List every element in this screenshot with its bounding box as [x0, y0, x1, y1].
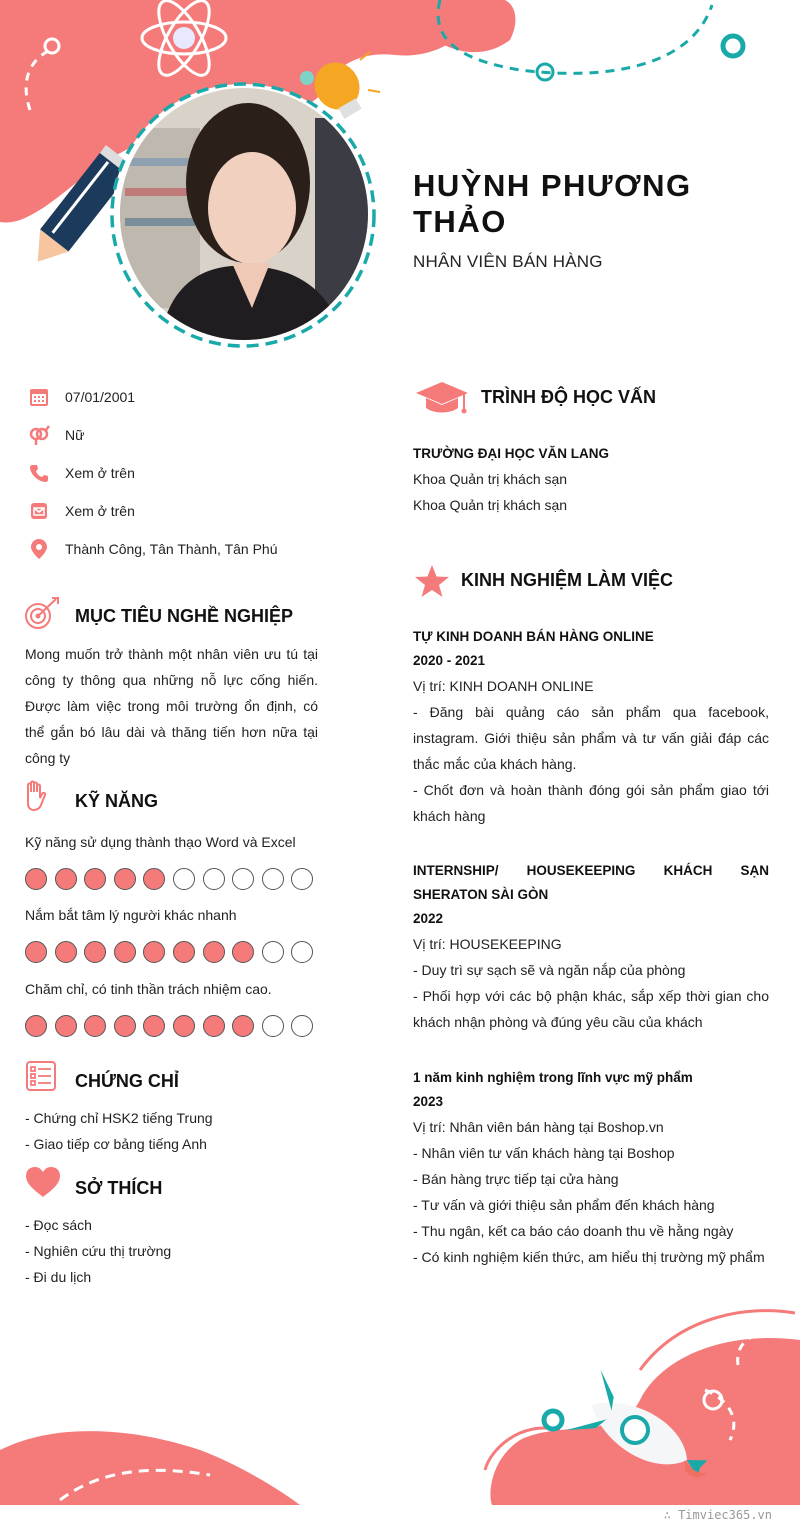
- hand-icon: [24, 780, 48, 812]
- rating-dot-filled: [55, 941, 77, 963]
- graduation-cap-icon: [414, 380, 470, 416]
- phone-row: [28, 461, 358, 485]
- rating-dot-filled: [55, 1015, 77, 1037]
- hobby-item: - Nghiên cứu thị trường: [25, 1243, 172, 1259]
- profile-photo: [120, 88, 368, 340]
- job-entry: [413, 625, 769, 829]
- calendar-icon: [28, 386, 50, 408]
- rating-dot-filled: [25, 1015, 47, 1037]
- skills-title: KỸ NĂNG: [75, 791, 159, 811]
- objective-title: MỤC TIÊU NGHỀ NGHIỆP: [75, 606, 294, 626]
- skill-rating: [25, 1015, 321, 1037]
- hobby-item: - Đi du lịch: [25, 1269, 92, 1285]
- star-icon: [414, 564, 450, 598]
- rating-dot-empty: [232, 868, 254, 890]
- birthday-text: 07/01/2001: [65, 389, 136, 405]
- school-name: TRƯỜNG ĐẠI HỌC VĂN LANG: [413, 446, 609, 461]
- rating-dot-filled: [84, 941, 106, 963]
- job-company: INTERNSHIP/ HOUSEKEEPING KHÁCH SẠN SHERATON SÀI GÒN: [413, 863, 769, 902]
- rating-dot-empty: [291, 1015, 313, 1037]
- rating-dot-filled: [84, 1015, 106, 1037]
- gender-icon: [28, 424, 50, 446]
- rating-dot-filled: [55, 868, 77, 890]
- hobbies-title: SỞ THÍCH: [75, 1178, 163, 1198]
- education-line: Khoa Quản trị khách sạn: [413, 497, 568, 513]
- job-period: 2023: [413, 1094, 444, 1109]
- gender-row: [28, 423, 358, 447]
- certificate-item: - Chứng chỉ HSK2 tiếng Trung: [25, 1110, 213, 1126]
- job-company: 1 năm kinh nghiệm trong lĩnh vực mỹ phẩm: [413, 1070, 693, 1085]
- rating-dot-filled: [232, 1015, 254, 1037]
- job-detail: - Đăng bài quảng cáo sản phẩm qua facebook, instagram. Giới thiệu sản phẩm và tư vấn giải đáp các thắc mắc của khách hàng.: [413, 704, 769, 772]
- rating-dot-empty: [262, 941, 284, 963]
- gender-text: Nữ: [65, 427, 85, 443]
- certificates-title: CHỨNG CHỈ: [75, 1071, 179, 1091]
- rating-dot-filled: [173, 941, 195, 963]
- job-detail: - Tư vấn và giới thiệu sản phẩm đến khách hàng: [413, 1197, 715, 1213]
- job-detail: - Phối hợp với các bộ phận khác, sắp xếp thời gian cho khách nhận phòng và đúng yêu cầu của khách: [413, 988, 769, 1030]
- job-position: Vị trí: Nhân viên bán hàng tại Boshop.vn: [413, 1119, 664, 1135]
- rating-dot-filled: [203, 1015, 225, 1037]
- job-entry: [413, 1066, 769, 1270]
- rating-dot-empty: [173, 868, 195, 890]
- rating-dot-empty: [203, 868, 225, 890]
- location-pin-icon: [28, 538, 50, 560]
- objective-text: Mong muốn trở thành một nhân viên ưu tú tại công ty thông qua những nỗ lực cống hiến. Được làm việc trong môi trường ổn định, có thể gắn bó lâu dài và thăng tiến hơn nữa tại công ty: [25, 646, 318, 766]
- rating-dot-filled: [114, 868, 136, 890]
- skill-rating: [25, 868, 321, 890]
- rating-dot-filled: [203, 941, 225, 963]
- hobby-item: - Đọc sách: [25, 1217, 92, 1233]
- job-detail: - Nhân viên tư vấn khách hàng tại Boshop: [413, 1145, 675, 1161]
- rating-dot-empty: [262, 1015, 284, 1037]
- job-detail: - Chốt đơn và hoàn thành đóng gói sản phẩm giao tới khách hàng: [413, 782, 769, 824]
- rating-dot-filled: [84, 868, 106, 890]
- rating-dot-filled: [143, 868, 165, 890]
- birthday-row: [28, 385, 358, 409]
- rating-dot-filled: [173, 1015, 195, 1037]
- rating-dot-filled: [114, 941, 136, 963]
- rating-dot-empty: [291, 868, 313, 890]
- address-row: [28, 537, 358, 561]
- heart-icon: [25, 1166, 61, 1198]
- job-period: 2020 - 2021: [413, 653, 486, 668]
- phone-icon: [28, 462, 50, 484]
- address-text: Thành Công, Tân Thành, Tân Phú: [65, 541, 278, 557]
- skill-label: Kỹ năng sử dụng thành thạo Word và Excel: [25, 834, 296, 850]
- rating-dot-empty: [291, 941, 313, 963]
- job-detail: - Thu ngân, kết ca báo cáo doanh thu về hằng ngày: [413, 1223, 734, 1239]
- target-icon: [24, 596, 60, 632]
- email-icon: [28, 500, 50, 522]
- skill-rating: [25, 941, 321, 963]
- email-row: [28, 499, 358, 523]
- rating-dot-filled: [25, 868, 47, 890]
- candidate-name: HUỲNH PHƯƠNG THẢO: [413, 168, 692, 239]
- email-text: Xem ở trên: [65, 503, 135, 519]
- rating-dot-filled: [232, 941, 254, 963]
- rating-dot-filled: [25, 941, 47, 963]
- skill-label: Chăm chỉ, có tinh thần trách nhiệm cao.: [25, 981, 272, 997]
- education-title: TRÌNH ĐỘ HỌC VẤN: [481, 387, 656, 407]
- phone-text: Xem ở trên: [65, 465, 135, 481]
- candidate-role: NHÂN VIÊN BÁN HÀNG: [413, 252, 603, 271]
- rating-dot-filled: [114, 1015, 136, 1037]
- rating-dot-filled: [143, 941, 165, 963]
- job-detail: - Có kinh nghiệm kiến thức, am hiểu thị trường mỹ phẩm: [413, 1249, 765, 1265]
- checklist-icon: [25, 1060, 57, 1092]
- job-position: Vị trí: KINH DOANH ONLINE: [413, 678, 594, 694]
- education-line: Khoa Quản trị khách sạn: [413, 471, 568, 487]
- job-detail: - Duy trì sự sạch sẽ và ngăn nắp của phòng: [413, 962, 686, 978]
- job-position: Vị trí: HOUSEKEEPING: [413, 936, 562, 952]
- rating-dot-empty: [262, 868, 284, 890]
- job-entry: [413, 859, 769, 1035]
- skill-label: Nắm bắt tâm lý người khác nhanh: [25, 907, 237, 923]
- watermark[interactable]: ∴ Timviec365.vn: [663, 1508, 772, 1522]
- rating-dot-filled: [143, 1015, 165, 1037]
- certificate-item: - Giao tiếp cơ bảng tiếng Anh: [25, 1136, 207, 1152]
- job-period: 2022: [413, 911, 444, 926]
- job-company: TỰ KINH DOANH BÁN HÀNG ONLINE: [413, 629, 654, 644]
- job-detail: - Bán hàng trực tiếp tại cửa hàng: [413, 1171, 619, 1187]
- experience-title: KINH NGHIỆM LÀM VIỆC: [461, 570, 674, 590]
